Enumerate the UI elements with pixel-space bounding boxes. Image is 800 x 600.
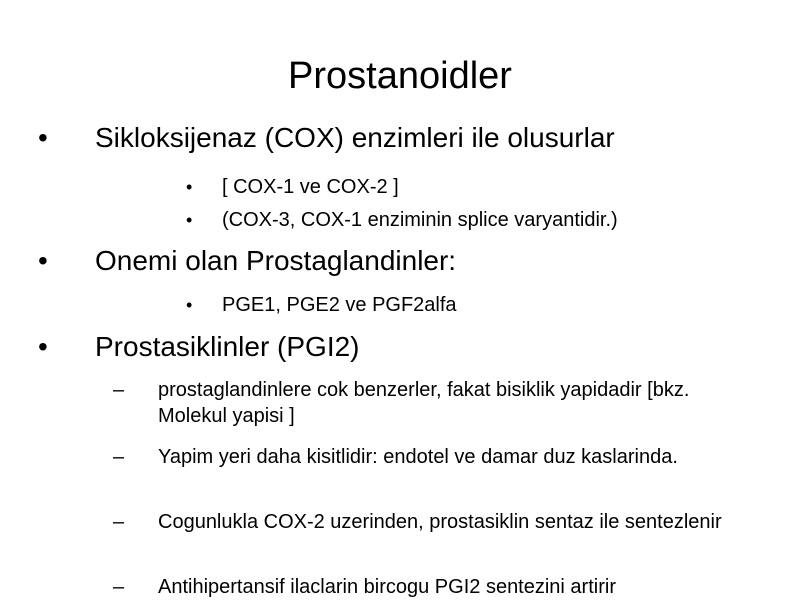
dash-text: Yapim yeri daha kisitlidir: endotel ve damar duz kaslarinda.: [158, 446, 678, 468]
dash-item: [0, 377, 800, 429]
bullet-marker: •: [38, 245, 48, 276]
bullet-text: Prostasiklinler (PGI2): [95, 331, 360, 362]
sub-bullet-item: [0, 292, 800, 318]
slide-title: Prostanoidler: [288, 55, 512, 97]
bullet-text: PGE1, PGE2 ve PGF2alfa: [222, 294, 457, 316]
sub-bullet-item: [0, 174, 800, 200]
bullet-item: [0, 330, 800, 364]
bullet-item: [0, 121, 800, 155]
bullet-marker: •: [38, 122, 48, 153]
bullet-text: [ COX-1 ve COX-2 ]: [222, 176, 399, 198]
bullet-marker: •: [186, 210, 193, 230]
sub-bullet-item: [0, 207, 800, 233]
dash-marker: –: [113, 576, 125, 598]
dash-text: Antihipertansif ilaclarin bircogu PGI2 sentezini artirir: [158, 576, 616, 598]
dash-item: [0, 509, 800, 561]
bullet-marker: •: [186, 295, 193, 315]
dash-text: prostaglandinlere cok benzerler, fakat bisiklik yapidadir [bkz. Molekul yapisi ]: [158, 379, 690, 427]
dash-marker: –: [113, 446, 125, 468]
dash-marker: –: [113, 511, 125, 533]
bullet-text: (COX-3, COX-1 enziminin splice varyantidir.): [222, 209, 618, 231]
bullet-text: Sikloksijenaz (COX) enzimleri ile olusurlar: [95, 122, 615, 153]
bullet-item: [0, 244, 800, 278]
bullet-text: Onemi olan Prostaglandinler:: [95, 245, 457, 276]
dash-item: [0, 444, 800, 496]
dash-item: [0, 574, 800, 600]
bullet-marker: •: [186, 177, 193, 197]
dash-text: Cogunlukla COX-2 uzerinden, prostasiklin sentaz ile sentezlenir: [158, 511, 722, 533]
bullet-marker: •: [38, 331, 48, 362]
dash-marker: –: [113, 379, 125, 401]
